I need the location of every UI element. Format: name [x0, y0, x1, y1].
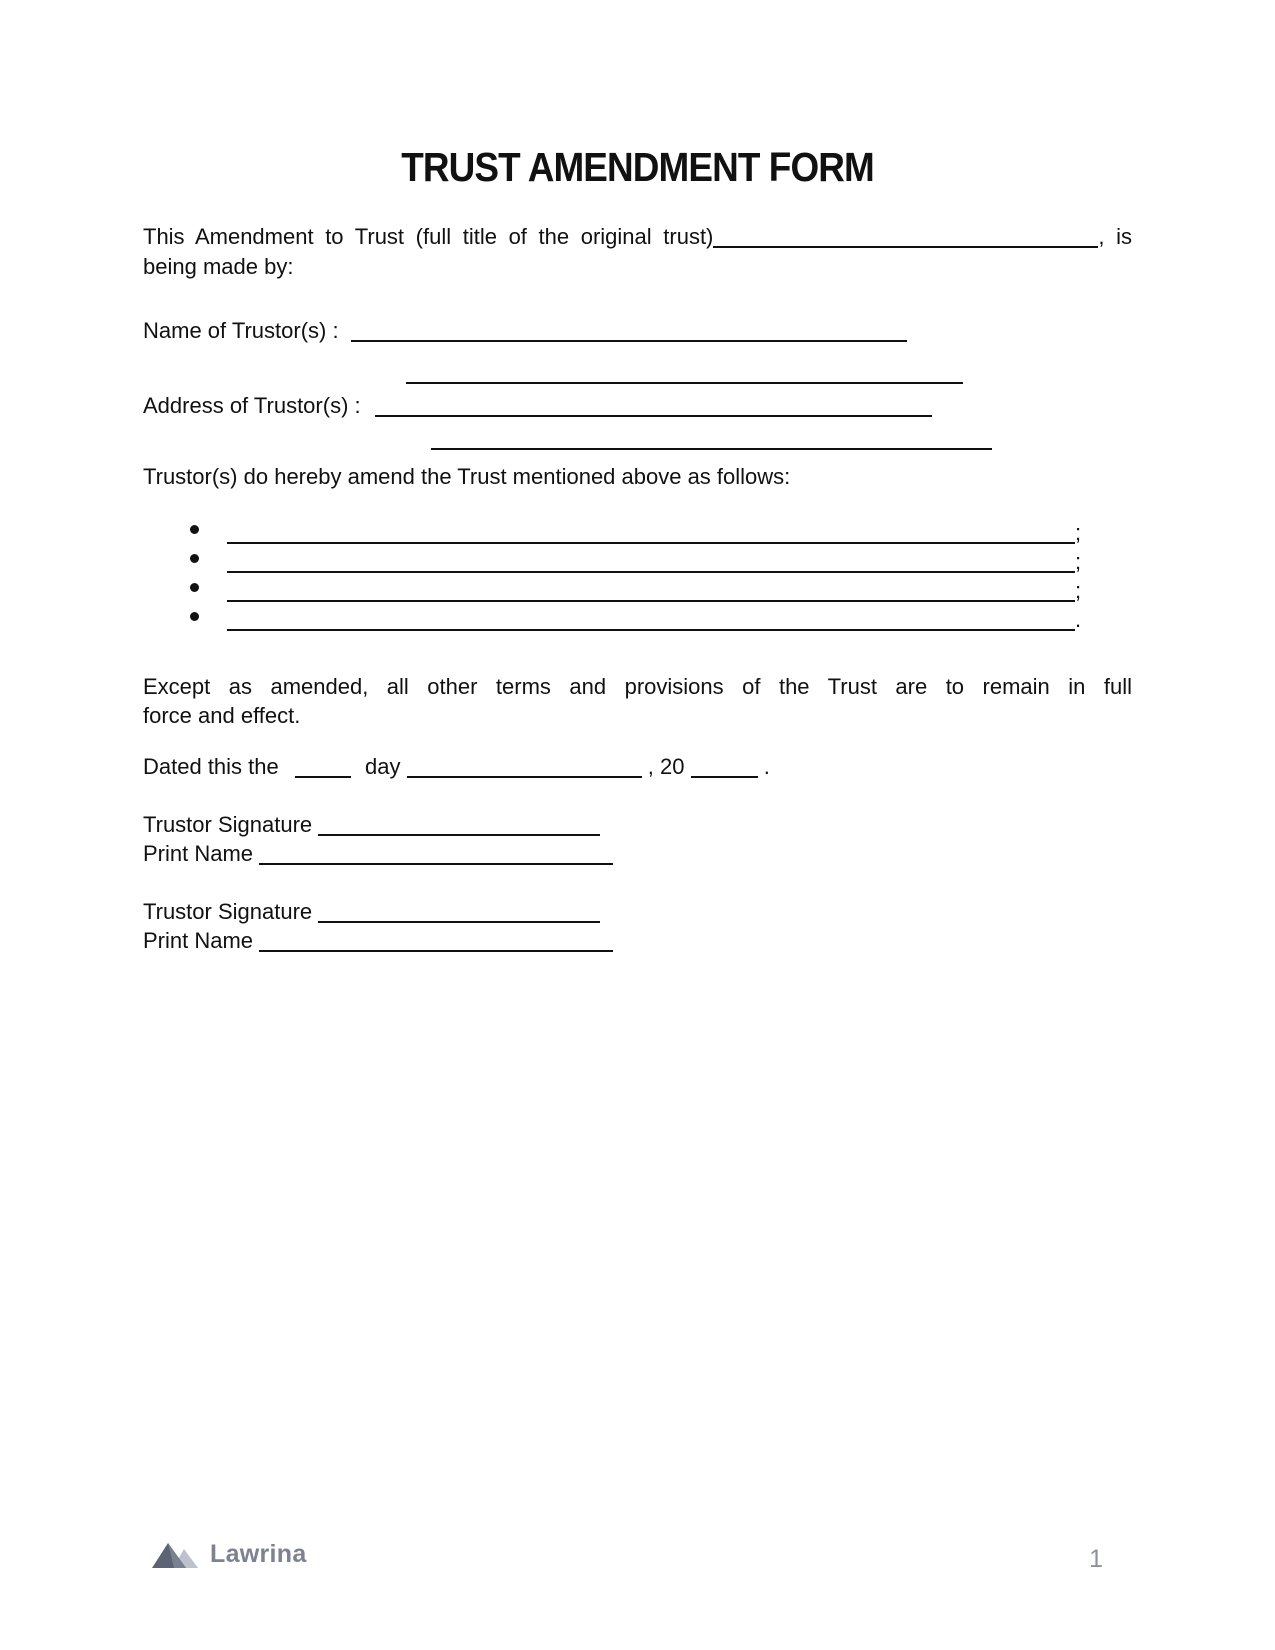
intro-text-before-blank: This Amendment to Trust (full title of the original trust) [143, 224, 714, 249]
print-name-label: Print Name [143, 841, 254, 866]
bullet-icon [190, 612, 199, 621]
address-of-trustors-section [143, 356, 1132, 455]
blank-amendment-2 [227, 569, 1075, 573]
dated-line [143, 752, 1132, 782]
signature-block-2 [143, 897, 1132, 955]
blank-print-name-1 [259, 861, 613, 865]
intro-line-1 [143, 222, 1132, 252]
brand-logo [150, 1538, 307, 1570]
dated-text-end: . [763, 754, 770, 779]
signature-block-1 [143, 810, 1132, 868]
dated-text-year-prefix: , 20 [647, 754, 685, 779]
blank-trustor-address-3 [431, 446, 992, 450]
bullet-terminator: ; [1075, 578, 1082, 603]
amendment-bullet-row [143, 576, 1132, 605]
print-name-row [143, 926, 1132, 955]
address-line-below [143, 422, 1132, 455]
closing-line-2: force and effect. [143, 703, 301, 728]
blank-dated-year [691, 774, 758, 778]
intro-paragraph [143, 222, 1132, 282]
brand-name: Lawrina [210, 1540, 307, 1568]
bullet-icon [190, 525, 199, 534]
blank-trustor-address-1 [406, 380, 963, 384]
page-number: 1 [1089, 1545, 1103, 1573]
blank-signature-2 [318, 919, 600, 923]
blank-trustor-name [351, 338, 907, 342]
bullet-icon [190, 554, 199, 563]
trustor-signature-row [143, 810, 1132, 839]
page-title: TRUST AMENDMENT FORM [401, 144, 874, 190]
trustor-signature-row [143, 897, 1132, 926]
blank-amendment-1 [227, 540, 1075, 544]
amendment-lead-text: Trustor(s) do hereby amend the Trust mentioned above as follows: [143, 464, 791, 489]
bullet-terminator: ; [1075, 520, 1082, 545]
intro-text-after-blank: , is [1098, 224, 1132, 249]
bullet-icon [190, 583, 199, 592]
print-name-label: Print Name [143, 928, 254, 953]
signature-label: Trustor Signature [143, 899, 313, 924]
closing-paragraph [143, 672, 1132, 730]
dated-text-day: day [365, 754, 401, 779]
bullet-terminator: . [1075, 607, 1082, 632]
bullet-terminator: ; [1075, 549, 1082, 574]
amendment-bullet-row [143, 547, 1132, 576]
blank-amendment-4 [227, 627, 1075, 631]
amendment-bullet-list [143, 518, 1132, 634]
blank-trustor-address-2 [375, 413, 932, 417]
blank-amendment-3 [227, 598, 1075, 602]
address-label: Address of Trustor(s) : [143, 393, 361, 418]
signature-label: Trustor Signature [143, 812, 313, 837]
blank-dated-month [407, 774, 642, 778]
closing-line-1: Except as amended, all other terms and provisions of the Trust are to remain in full [143, 674, 1132, 699]
amendment-bullet-row [143, 518, 1132, 547]
address-label-row [143, 389, 1132, 422]
print-name-row [143, 839, 1132, 868]
dated-text-before: Dated this the [143, 754, 279, 779]
blank-print-name-2 [259, 948, 613, 952]
amendment-bullet-row [143, 605, 1132, 634]
blank-dated-day-number [295, 774, 351, 778]
blank-signature-1 [318, 832, 600, 836]
name-of-trustors-row [143, 316, 1132, 346]
name-label: Name of Trustor(s) : [143, 318, 339, 343]
intro-line-2: being made by: [143, 254, 294, 279]
blank-original-trust-title [713, 244, 1098, 248]
mountain-logo-icon [150, 1538, 200, 1570]
address-line-above [143, 356, 1132, 389]
